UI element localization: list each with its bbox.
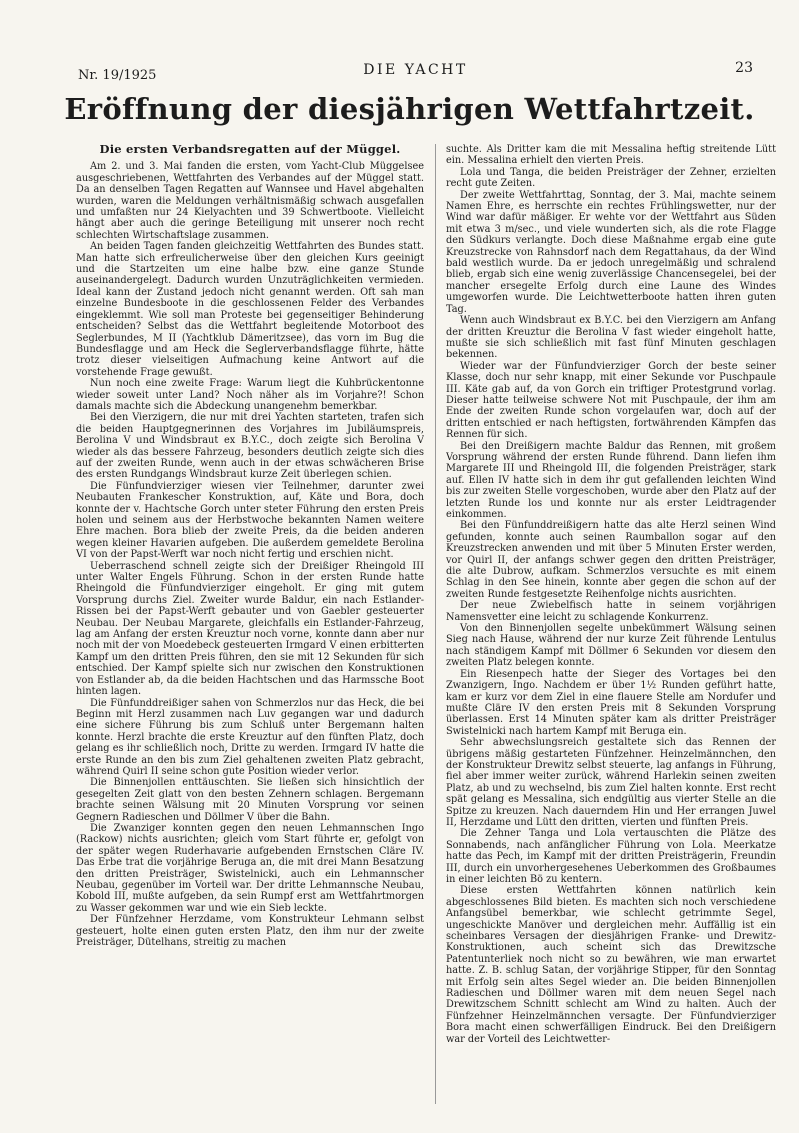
paragraph: suchte. Als Dritter kam die mit Messalina heftig streitende Lütt ein. Messalina erhielt den vierten Preis. [446,144,776,167]
paragraph: Die Zwanziger konnten gegen den neuen Lehmannschen Ingo (Rackow) nichts ausrichten; gleich vom Start führte er, gefolgt von der später wegen Ruderhavarie aufgebenden Ernstschen Cläre IV. Das Erbe trat die vorjährige Beruga an, die mit drei Mann Besatzung den dritten Preisträger, Swistelnicki, auch ein Lehmannscher Neubau, gegenüber im Vorteil war. Der dritte Lehmannsche Neubau, Kobold III, mußte aufgeben, da sein Rumpf erst am Wettfahrtmorgen zu Wasser gekommen war und wie ein Sieb leckte. [76,822,424,914]
paragraph: Lola und Tanga, die beiden Preisträger der Zehner, erzielten recht gute Zeiten. [446,166,776,190]
paragraph: Von den Binnenjollen segelte unbekümmert Wälsung seinen Sieg nach Hause, während der nur kurze Zeit führende Lentulus nach ständigem Kampf mit Döllmer 6 Sekunden vor diesem den zweiten Platz belegen konnte. [446,623,776,669]
running-head [78,60,753,84]
page-number: 23 [735,60,753,76]
paragraph: Der neue Zwiebelfisch hatte in seinem vorjährigen Namensvetter eine leicht zu schlagende Konkurrenz. [446,600,776,623]
paragraph: An beiden Tagen fanden gleichzeitig Wettfahrten des Bundes statt. Man hatte sich erfreulicherweise über den gleichen Kurs geeinigt und die Startzeiten um eine halbe bzw. eine ganze Stunde auseinandergelegt. Dadurch wurden Unzuträglichkeiten vermieden. Ideal kann der Zustand jedoch nicht genannt werden. Oft sah man einzelne Bundesboote in die geschlossenen Felder des Verbandes eingeklemmt. Wie soll man Proteste bei gegenseitiger Behinderung entscheiden? Selbst das die Wettfahrt begleitende Motorboot des Seglerbundes, M II (Yachtklub Dämeritzsee), das vorn im Bug die Bundesflagge und am Heck die Seglerverbandsflagge führte, hätte trotz dieser vielseitigen Aufmachung keine Antwort auf die vorstehende Frage gewußt. [76,241,424,378]
paragraph: Bei den Vierzigern, die nur mit drei Yachten starteten, trafen sich die beiden Hauptgegnerinnen des Vorjahres im Jubiläumspreis, Berolina V und Windsbraut ex B.Y.C., doch zeigte sich Berolina V wieder als das bessere Fahrzeug, besonders deutlich zeigte sich dies auf der zweiten Runde, wenn auch in der etwas schwächeren Brise des ersten Rundgangs Windsbraut kurze Zeit überlegen schien. [76,412,424,481]
paragraph: Wieder war der Fünfundvierziger Gorch der beste seiner Klasse, doch nur sehr knapp, mit einer Sekunde vor Puschpaule III. Käte gab auf, da von Gorch ein triftiger Protestgrund vorlag. Dieser hatte teilweise schwere Not mit Puschpaule, der ihm am Ende der zweiten Runde schon vorgelaufen war, doch auf der dritten entschied er nach heftigsten, fortwährenden Kämpfen das Rennen für sich. [446,360,776,441]
paragraph: Wenn auch Windsbraut ex B.Y.C. bei den Vierzigern am Anfang der dritten Kreuztur die Berolina V fast wieder eingeholt hatte, mußte sie sich schließlich mit fast fünf Minuten geschlagen bekennen. [446,315,776,361]
paragraph: Der Fünfzehner Herzdame, vom Konstrukteur Lehmann selbst gesteuert, holte einen guten ersten Platz, den ihm nur der zweite Preisträger, Dütelhans, streitig zu machen [76,914,424,949]
paragraph: Bei den Dreißigern machte Baldur das Rennen, mit großem Vorsprung während der ersten Runde führend. Dann liefen ihm Margarete III und Rheingold III, die folgenden Preisträger, stark auf. Ellen IV hatte sich in dem ihr gut gefallenden leichten Wind bis zur zweiten Stelle vorgeschoben, wurde aber den Platz auf der letzten Runde los und konnte nur als erster Leidtragender einkommen. [446,440,776,520]
left-column [76,144,424,1104]
paragraph: Die Binnenjollen enttäuschten. Sie ließen sich hinsichtlich der gesegelten Zeit glatt von den besten Zehnern schlagen. Bergemann brachte seinen Wälsung mit 20 Minuten Vorsprung vor seinen Gegnern Radieschen und Döllmer V über die Bahn. [76,777,424,823]
paragraph: Ein Riesenpech hatte der Sieger des Vortages bei den Zwanzigern, Ingo. Nachdem er über 1½ Runden geführt hatte, kam er kurz vor dem Ziel in eine flauere Stelle am Nordufer und mußte Cläre IV den ersten Preis mit 8 Sekunden Vorsprung überlassen. Erst 14 Minuten später kam als dritter Preisträger Swistelnicki nach hartem Kampf mit Beruga ein. [446,668,776,737]
paragraph: Die Fünfunddreißiger sahen von Schmerzlos nur das Heck, die bei Beginn mit Herzl zusammen nach Luv gegangen war und dadurch eine sichere Führung bis zum Schluß unter Bergemann halten konnte. Herzl brachte die erste Kreuztur auf den fünften Platz, doch gelang es ihr schließlich noch, Dritte zu werden. Irmgard IV hatte die erste Runde an den bis zum Ziel gehaltenen zweiten Platz gebracht, während Quirl II seine schon gute Position wieder verlor. [76,697,424,777]
paragraph: Die Zehner Tanga und Lola vertauschten die Plätze des Sonnabends, nach anfänglicher Führung von Lola. Meerkatze hatte das Pech, im Kampf mit der dritten Preisträgerin, Freundin III, durch ein unvorhergesehenes Ueberkommen des Großbaumes in einer leichten Bö zu kentern. [446,828,776,885]
article-title: Eröffnung der diesjährigen Wettfahrtzeit. [64,92,755,126]
paragraph: Diese ersten Wettfahrten können natürlich kein abgeschlossenes Bild bieten. Es machten sich noch verschiedene Anfangsübel bemerkbar, wie schlecht getrimmte Segel, ungeschickte Manöver und dergleichen mehr. Auffällig ist ein scheinbares Versagen der diesjährigen Franke- und Drewitz-Konstruktionen, auch scheint sich das Drewitzsche Patentunterliek noch nicht so zu bewähren, wie man erwartet hatte. Z. B. schlug Satan, der vorjährige Stipper, für den Sonntag mit Erfolg sein altes Segel wieder an. Die beiden Binnenjollen Radieschen und Döllmer waren mit dem neuen Segel nach Drewitzschem Schnitt schlecht am Wind zu halten. Auch der Fünfzehner Heinzelmännchen versagte. Der Fünfundvierziger Bora macht einen schwerfälligen Eindruck. Bei den Dreißigern war der Vorteil des Leichtwetter- [446,885,776,1045]
paragraph: Ueberraschend schnell zeigte sich der Dreißiger Rheingold III unter Walter Engels Führung. Schon in der ersten Runde hatte Rheingold die Fünfundvierziger eingeholt. Er ging mit gutem Vorsprung durchs Ziel. Zweiter wurde Baldur, ein nach Estlander-Rissen bei der Papst-Werft gebauter und von Gaebler gesteuerter Neubau. Der Neubau Margarete, gleichfalls ein Estlander-Fahrzeug, lag am Anfang der ersten Kreuztur noch vorne, konnte dann aber nur noch mit der von Moedebeck gesteuerten Irmgard V einen erbitterten Kampf um den dritten Preis führen, den sie mit 12 Sekunden für sich entschied. Der Kampf spielte sich nur zwischen den Konstruktionen von Estlander ab, da die beiden Hachtschen und das Harmssche Boot hinten lagen. [76,560,424,698]
paragraph: Am 2. und 3. Mai fanden die ersten, vom Yacht-Club Müggelsee ausgeschriebenen, Wettfahrten des Verbandes auf der Müggel statt. Da an denselben Tagen Regatten auf Wannsee und Havel abgehalten wurden, waren die Meldungen verhältnismäßig schwach ausgefallen und umfaßten nur 24 Kielyachten und 39 Schwertboote. Vielleicht hängt aber auch die geringe Beteiligung mit unserer noch recht schlechten Wirtschaftslage zusammen. [76,161,424,241]
journal-name: DIE YACHT [363,62,468,78]
right-column [446,144,776,1104]
article-subtitle: Die ersten Verbandsregatten auf der Müggel. [99,144,401,156]
issue-number: Nr. 19/1925 [78,68,157,83]
column-divider [435,144,436,1104]
paragraph: Bei den Fünfunddreißigern hatte das alte Herzl seinen Wind gefunden, konnte auch seinen Raumballon sogar auf den Kreuzstrecken anwenden und mit über 5 Minuten Erster werden, vor Quirl II, der anfangs schwer gegen den dritten Preisträger, die alte Dubrow, aufkam. Schmerzlos versuchte es mit einem Schlag in den See hinein, konnte aber gegen die schon auf der zweiten Runde festgesetzte Reihenfolge nichts ausrichten. [446,520,776,600]
paragraph: Nun noch eine zweite Frage: Warum liegt die Kuhbrückentonne wieder soweit unter Land? Noch näher als im Vorjahre?! Schon damals machte sich die Abdeckung unangenehm bemerkbar. [76,378,424,412]
paragraph: Sehr abwechslungsreich gestaltete sich das Rennen der übrigens mäßig gestarteten Fünfzehner. Heinzelmännchen, den der Konstrukteur Drewitz selbst steuerte, lag anfangs in Führung, fiel aber immer weiter zurück, während Harlekin seinen zweiten Platz, ab und zu wechselnd, bis zum Ziel halten konnte. Erst recht spät gelang es Messalina, sich endgültig aus vierter Stelle an die Spitze zu kreuzen. Nach dauerndem Hin und Her errangen Juwel II, Herzdame und Lütt den dritten, vierten und fünften Preis. [446,737,776,828]
paragraph: Die Fünfundvierziger wiesen vier Teilnehmer, darunter zwei Neubauten Frankescher Konstruktion, auf, Käte und Bora, doch konnte der v. Hachtsche Gorch unter steter Führung den ersten Preis holen und seinem aus der Herbstwoche bekannten Namen weitere Ehre machen. Bora blieb der zweite Preis, da die beiden anderen wegen kleiner Havarien aufgeben. Die außerdem gemeldete Berolina VI von der Papst-Werft war noch nicht fertig und erschien nicht. [76,480,424,561]
paragraph: Der zweite Wettfahrttag, Sonntag, der 3. Mai, machte seinem Namen Ehre, es herrschte ein rechtes Frühlingswetter, nur der Wind war dafür mäßiger. Er wehte vor der Wettfahrt aus Süden mit etwa 3 m/sec., und viele wunderten sich, als die rote Flagge den Südkurs verlangte. Doch diese Maßnahme ergab eine gute Kreuzstrecke von Rahnsdorf nach dem Regattahaus, da der Wind bald westlich wurde. Da er jedoch unregelmäßig und schralend blieb, ergab sich eine wenig zuverlässige Chancensegelei, bei der mancher ersegelte Erfolg durch eine Laune des Windes umgeworfen wurde. Die Leichtwetterboote hatten ihren guten Tag. [446,189,776,315]
